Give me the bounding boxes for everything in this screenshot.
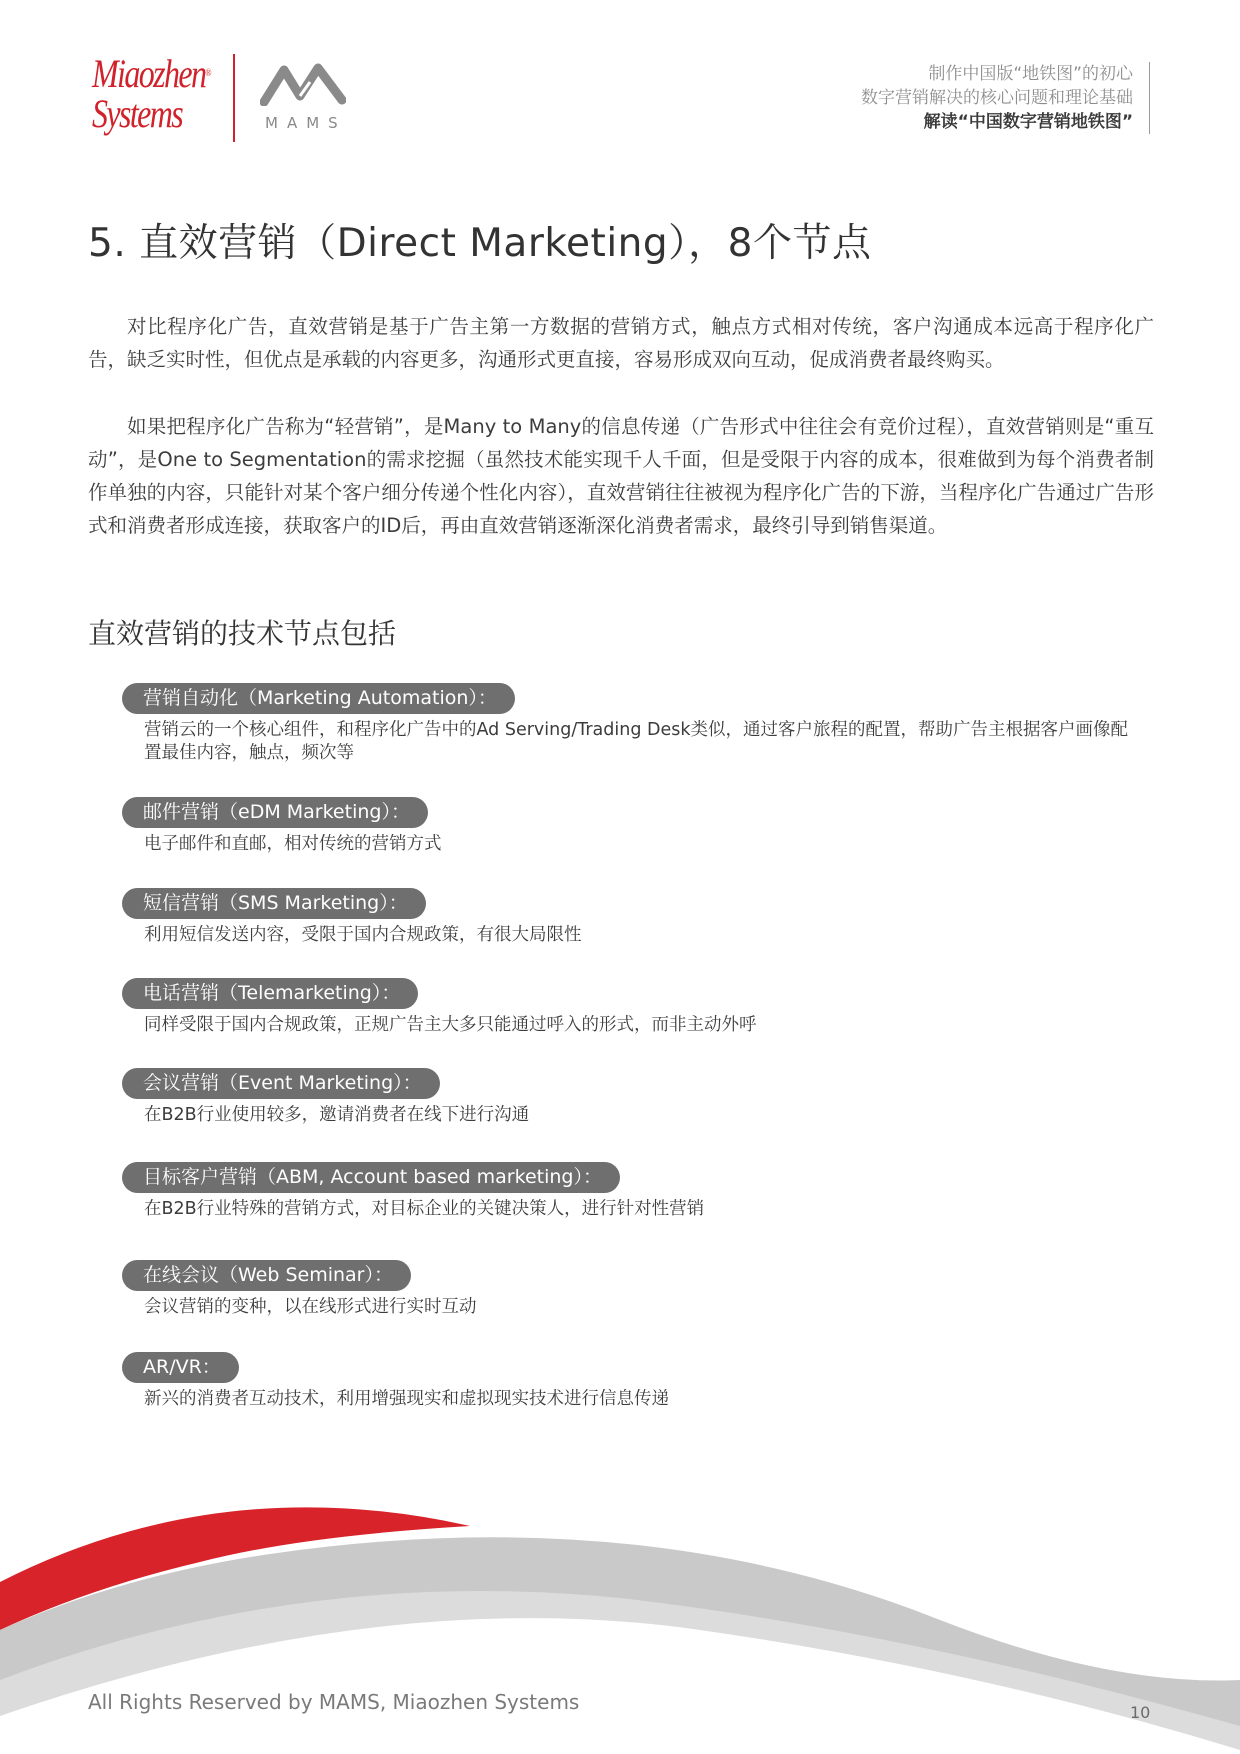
mams-logo-icon bbox=[260, 62, 346, 106]
node-abm bbox=[122, 1162, 1144, 1221]
node-label: 电话营销（Telemarketing）： bbox=[122, 978, 418, 1009]
node-description: 电子邮件和直邮，相对传统的营销方式 bbox=[144, 834, 442, 854]
mams-wordmark: MAMS bbox=[265, 114, 347, 132]
logo-line1: Miaozhen bbox=[92, 51, 206, 96]
node-label: 在线会议（Web Seminar）： bbox=[122, 1260, 411, 1291]
node-edm-marketing bbox=[122, 797, 1144, 856]
node-description: 在B2B行业使用较多，邀请消费者在线下进行沟通 bbox=[144, 1105, 530, 1125]
node-ar-vr bbox=[122, 1352, 1144, 1411]
node-description: 利用短信发送内容，受限于国内合规政策，有很大局限性 bbox=[144, 925, 582, 945]
node-event-marketing bbox=[122, 1068, 1144, 1127]
intro-paragraph: 对比程序化广告，直效营销是基于广告主第一方数据的营销方式，触点方式相对传统，客户沟通成本远高于程序化广告，缺乏实时性，但优点是承载的内容更多，沟通形式更直接，容易形成双向互动，促成消费者最终购买。 bbox=[88, 315, 1154, 371]
logo-registered-mark: ® bbox=[205, 68, 210, 79]
header-tagline-1: 制作中国版“地铁图”的初心 bbox=[928, 64, 1133, 84]
miaozhen-logo bbox=[92, 51, 210, 136]
node-label: AR/VR： bbox=[122, 1352, 239, 1383]
page-number: 10 bbox=[1130, 1703, 1151, 1722]
page-title: 5. 直效营销（Direct Marketing），8个节点 bbox=[88, 221, 872, 266]
node-label: 营销自动化（Marketing Automation）： bbox=[122, 683, 515, 714]
node-description: 在B2B行业特殊的营销方式，对目标企业的关键决策人，进行针对性营销 bbox=[144, 1199, 705, 1219]
node-description: 新兴的消费者互动技术，利用增强现实和虚拟现实技术进行信息传递 bbox=[144, 1389, 669, 1409]
node-label: 会议营销（Event Marketing）： bbox=[122, 1068, 440, 1099]
node-description: 会议营销的变种，以在线形式进行实时互动 bbox=[144, 1297, 477, 1317]
node-marketing-automation bbox=[122, 683, 1144, 765]
node-telemarketing bbox=[122, 978, 1144, 1037]
node-web-seminar bbox=[122, 1260, 1144, 1319]
node-description: 营销云的一个核心组件，和程序化广告中的Ad Serving/Trading Desk类似，通过客户旅程的配置，帮助广告主根据客户画像配置最佳内容，触点，频次等 bbox=[144, 720, 1128, 763]
node-label: 短信营销（SMS Marketing）： bbox=[122, 888, 426, 919]
node-sms-marketing bbox=[122, 888, 1144, 947]
section-subheading: 直效营销的技术节点包括 bbox=[88, 617, 397, 650]
node-label: 目标客户营销（ABM, Account based marketing）： bbox=[122, 1162, 620, 1193]
comparison-paragraph: 如果把程序化广告称为“轻营销”，是Many to Many的信息传递（广告形式中往往会有竞价过程），直效营销则是“重互动”，是One to Segmentation的需求挖掘（虽然技术能实现千人千面，但是受限于内容的成本，很难做到为每个消费者制作单独的内容，只能针对某个客户细分传递个性化内容），直效营销往往被视为程序化广告的下游，当程序化广告通过广告形式和消费者形成连接，获取客户的ID后，再由直效营销逐渐深化消费者需求，最终引导到销售渠道。 bbox=[88, 415, 1154, 537]
header-tagline-3: 解读“中国数字营销地铁图” bbox=[923, 112, 1133, 132]
node-description: 同样受限于国内合规政策，正规广告主大多只能通过呼入的形式，而非主动外呼 bbox=[144, 1015, 757, 1035]
node-label: 邮件营销（eDM Marketing）： bbox=[122, 797, 428, 828]
logo-line2: Systems bbox=[92, 91, 183, 136]
copyright-text: All Rights Reserved by MAMS, Miaozhen Systems bbox=[88, 1690, 580, 1714]
logo-divider bbox=[233, 54, 235, 142]
header-tagline-2: 数字营销解决的核心问题和理论基础 bbox=[861, 88, 1133, 108]
header-taglines bbox=[861, 62, 1150, 134]
